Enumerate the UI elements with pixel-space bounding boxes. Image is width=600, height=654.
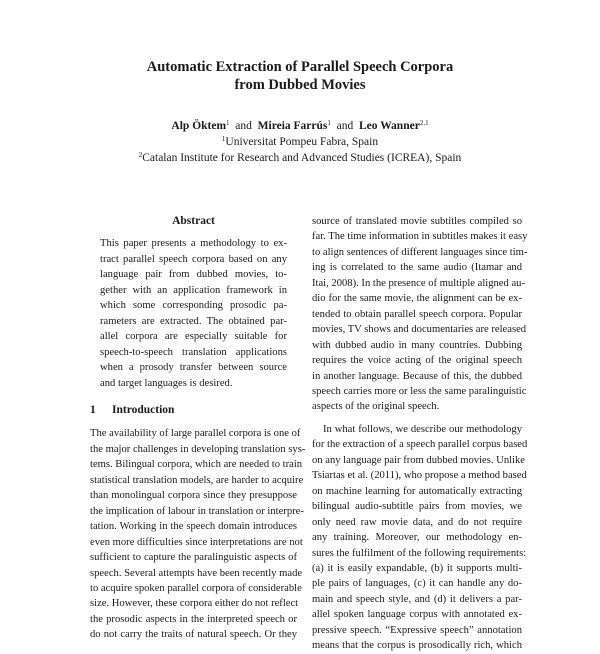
text-line: tation. Working in the speech domain introduces xyxy=(90,521,297,533)
text-line: pressive speech. “Expressive speech” annotation xyxy=(312,624,522,636)
right-paragraph-1 xyxy=(312,214,528,415)
text-line: when a prosody transfer between source xyxy=(100,362,287,374)
author-name-3: Leo Wanner xyxy=(359,120,420,132)
author-sup-1: 1 xyxy=(226,119,230,127)
text-line: any training. Moreover, our methodology en- xyxy=(312,532,522,544)
text-line: sufficient to capture the paralinguistic aspects of xyxy=(90,552,297,564)
paper-title xyxy=(0,58,600,94)
text-line: This paper presents a methodology to ex- xyxy=(100,238,287,250)
text-line: only need raw movie data, and do not require xyxy=(312,516,522,528)
text-line: to acquire spoken parallel corpora of considerable xyxy=(90,582,302,594)
section-title: Introduction xyxy=(112,403,175,416)
and-word-1: and xyxy=(235,120,252,132)
and-word-2: and xyxy=(336,120,354,132)
text-line: source of translated movie subtitles compiled so xyxy=(312,216,522,227)
text-line: statistical translation models, are harder to acquire xyxy=(90,474,304,486)
text-line: speech-to-speech translation applications xyxy=(100,346,287,358)
text-line: aspects of the original speech. xyxy=(312,401,440,413)
text-line: even more difficulties since interpretations are not xyxy=(90,536,303,548)
text-line: In what follows, we describe our methodology xyxy=(323,423,522,435)
text-line: Tsiartas et al. (2011), who propose a method based xyxy=(312,470,527,482)
text-line: (a) it is easily expandable, (b) it supports multi- xyxy=(312,562,522,574)
author-name-1: Alp Öktem xyxy=(171,120,227,132)
affiliation-text-2: Catalan Institute for Research and Advanced Studies (ICREA), Spain xyxy=(142,152,462,164)
abstract-body xyxy=(100,236,287,391)
text-line: which some corresponding prosodic pa- xyxy=(100,300,287,312)
text-line: bilingual audio-subtitle pairs from movies, we xyxy=(312,501,522,513)
text-line: sures the fulfilment of the following requirements: xyxy=(312,547,527,559)
text-line: for the extraction of a speech parallel corpus based xyxy=(312,439,528,451)
affiliation-sup-2: 2 xyxy=(138,151,143,159)
text-line: Itai, 2008). In the presence of multiple aligned au- xyxy=(312,277,525,289)
text-line: to align sentences of different languages since tim- xyxy=(312,246,528,258)
affiliation-2 xyxy=(0,150,600,166)
text-line: allel spoken language corpus with annotated ex- xyxy=(312,609,522,621)
author-block xyxy=(0,118,600,166)
affiliation-sup-1: 1 xyxy=(221,135,226,143)
text-line: in another language. Because of this, the dubbed xyxy=(312,370,522,382)
author-sup-2: 1 xyxy=(327,119,331,127)
text-line: requires the voice acting of the original speech xyxy=(312,355,522,367)
text-line: tended to obtain parallel speech corpora. Popular xyxy=(312,308,522,320)
text-line: allel corpora are especially suitable for xyxy=(100,331,287,343)
text-line: ple pairs of languages, (c) it can handle any do- xyxy=(312,578,522,590)
section-heading-introduction xyxy=(90,403,297,418)
text-line: with dubbed audio in many countries. Dubbing xyxy=(312,339,522,351)
text-line: tems. Bilingual corpora, which are needed to train xyxy=(90,459,303,471)
text-line: speech carries more or less the same paralinguistic xyxy=(312,385,527,397)
text-line: movies, TV shows and documentaries are released xyxy=(312,324,527,336)
text-line: tract parallel speech corpora based on any xyxy=(100,253,287,265)
text-line: on machine learning for automatically extracting xyxy=(312,485,522,497)
text-line: size. However, these corpora either do not reflect xyxy=(90,598,299,610)
abstract-heading: Abstract xyxy=(172,215,215,227)
affiliation-text-1: Universitat Pompeu Fabra, Spain xyxy=(225,136,379,148)
text-line: the major challenges in developing translation sys- xyxy=(90,443,306,455)
author-name-2: Mireia Farrús xyxy=(257,120,328,132)
affiliation-1 xyxy=(0,134,600,150)
text-line: dio for the same movie, the alignment can be ex- xyxy=(312,293,522,305)
text-line: main and speech style, and (d) it delivers a par- xyxy=(312,593,522,605)
text-line: means that the corpus is prosodically rich, which xyxy=(312,640,522,652)
text-line: language pair from dubbed movies, to- xyxy=(100,269,287,281)
text-line: far. The time information in subtitles makes it easy xyxy=(312,231,528,243)
text-line: gether with an application framework in xyxy=(100,284,287,296)
author-sup-3: 2,1 xyxy=(419,119,429,127)
text-line: rameters are extracted. The obtained par- xyxy=(100,315,287,327)
section-number: 1 xyxy=(90,403,96,416)
text-line: ing is correlated to the same audio (Itamar and xyxy=(312,262,522,274)
right-column xyxy=(312,214,528,654)
right-paragraph-2 xyxy=(312,422,528,654)
text-line: do not carry the traits of natural speech. Or they xyxy=(90,629,297,641)
introduction-body xyxy=(90,426,306,642)
author-line xyxy=(0,118,600,134)
text-line: The availability of large parallel corpora is one of xyxy=(90,428,301,440)
text-line: speech. Several attempts have been recently made xyxy=(90,567,303,579)
title-line-1: Automatic Extraction of Parallel Speech Corpora xyxy=(146,59,454,75)
left-column xyxy=(90,214,306,643)
text-line: than monolingual corpora since they presuppose xyxy=(90,490,297,502)
text-line: and target languages is desired. xyxy=(100,377,233,389)
text-line: on any language pair from dubbed movies. Unlike xyxy=(312,454,525,466)
text-line: the prosodic aspects in the interpreted speech or xyxy=(90,613,297,625)
title-line-2: from Dubbed Movies xyxy=(234,77,366,93)
text-line: the implication of labour in translation or interpre- xyxy=(90,505,304,517)
